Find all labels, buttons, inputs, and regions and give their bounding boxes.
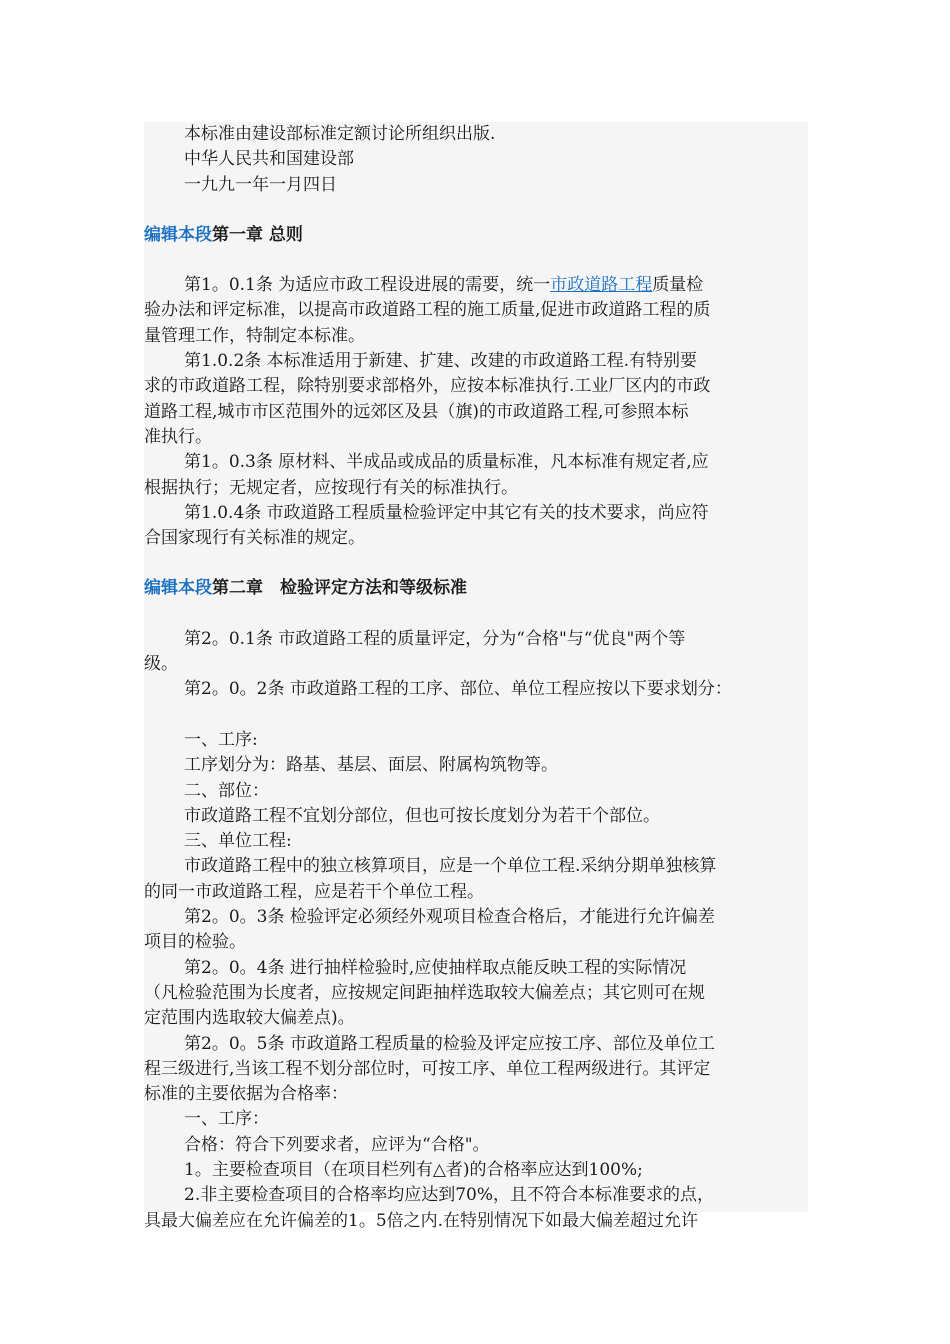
chapter2-line: 项目的检验。 (144, 932, 246, 953)
chapter2-line: 程三级进行,当该工程不划分部位时，可按工序、单位工程两级进行。其评定 (144, 1058, 711, 1079)
intro-line: 本标准由建设部标准定额讨论所组织出版. (184, 124, 496, 144)
chapter1-title: 第一章 总则 (212, 224, 303, 245)
chapter2-line: 第2。0.1条 市政道路工程的质量评定，分为“合格"与“优良"两个等 (184, 628, 686, 649)
article-1-0-2-line: 道路工程,城市市区范围外的远郊区及县（旗)的市政道路工程,可参照本标 (144, 401, 689, 422)
chapter2-line (144, 703, 808, 728)
chapter2-line: 第2。0。4条 进行抽样检验时,应使抽样取点能反映工程的实际情况 (184, 957, 687, 978)
chapter2-line: 一、工序: (184, 729, 258, 750)
article-text: 第1。0.1条 为适应市政工程设进展的需要，统一 (184, 275, 551, 296)
chapter2-line: 三、单位工程: (184, 831, 292, 852)
article-text: 质量检 (652, 275, 704, 296)
chapter2-line: 市政道路工程中的独立核算项目，应是一个单位工程.采纳分期单独核算 (184, 856, 717, 877)
article-1-0-4-line: 第1.0.4条 市政道路工程质量检验评定中其它有关的技术要求，尚应符 (184, 502, 709, 523)
intro-line: 一九九一年一月四日 (184, 174, 337, 195)
chapter1-heading (144, 223, 808, 248)
chapter2-line: 工序划分为：路基、基层、面层、附属构筑物等。 (184, 755, 558, 776)
chapter2-heading (144, 576, 808, 601)
edit-section-link[interactable]: 编辑本段 (144, 224, 212, 245)
intro-line: 中华人民共和国建设部 (184, 149, 354, 170)
chapter2-title: 第二章 检验评定方法和等级标准 (212, 578, 467, 599)
article-1-0-2-line: 准执行。 (144, 426, 212, 447)
article-1-0-2-line: 第1.0.2条 本标准适用于新建、扩建、改建的市政道路工程.有特别要 (184, 351, 698, 372)
article-1-0-4-line: 合国家现行有关标准的规定。 (144, 528, 365, 549)
chapter2-line: 一、工序： (184, 1109, 269, 1130)
chapter2-line: 第2。0。5条 市政道路工程质量的检验及评定应按工序、部位及单位工 (184, 1033, 715, 1054)
chapter2-line: 第2。0。2条 市政道路工程的工序、部位、单位工程应按以下要求划分： (184, 679, 732, 700)
document-page (144, 122, 808, 1231)
chapter2-line: 市政道路工程不宜划分部位，但也可按长度划分为若干个部位。 (184, 805, 660, 826)
chapter2-line: 标准的主要依据为合格率： (144, 1084, 348, 1105)
edit-section-link[interactable]: 编辑本段 (144, 578, 212, 599)
chapter2-line: 级。 (144, 654, 178, 675)
chapter2-line: 第2。0。3条 检验评定必须经外观项目检查合格后，才能进行允许偏差 (184, 907, 715, 928)
chapter2-line: 的同一市政道路工程，应是若干个单位工程。 (144, 881, 484, 902)
article-1-0-1-line (144, 273, 808, 298)
chapter2-line: （凡检验范围为长度者，应按规定间距抽样选取较大偏差点；其它则可在规 (144, 982, 705, 1003)
chapter2-line: 1。主要检查项目（在项目栏列有△者)的合格率应达到100%; (184, 1159, 643, 1180)
chapter2-line: 具最大偏差应在允许偏差的1。5倍之内.在特别情况下如最大偏差超过允许 (144, 1210, 699, 1231)
article-1-0-1-line: 量管理工作，特制定本标准。 (144, 325, 365, 346)
chapter2-line: 定范围内选取较大偏差点)。 (144, 1008, 355, 1029)
municipal-road-link[interactable]: 市政道路工程 (550, 275, 653, 296)
article-1-0-2-line: 求的市政道路工程，除特别要求部格外，应按本标准执行.工业厂区内的市政 (144, 376, 711, 397)
chapter2-line: 二、部位： (184, 780, 269, 801)
article-1-0-3-line: 第1。0.3条 原材料、半成品或成品的质量标准，凡本标准有规定者,应 (184, 452, 709, 473)
article-1-0-3-line: 根据执行；无规定者，应按现行有关的标准执行。 (144, 477, 518, 498)
article-1-0-1-line: 验办法和评定标准，以提高市政道路工程的施工质量,促进市政道路工程的质 (144, 300, 711, 321)
chapter2-line: 合格：符合下列要求者，应评为“合格"。 (184, 1134, 490, 1155)
chapter2-line: 2.非主要检查项目的合格率均应达到70%，且不符合本标准要求的点， (184, 1185, 715, 1206)
